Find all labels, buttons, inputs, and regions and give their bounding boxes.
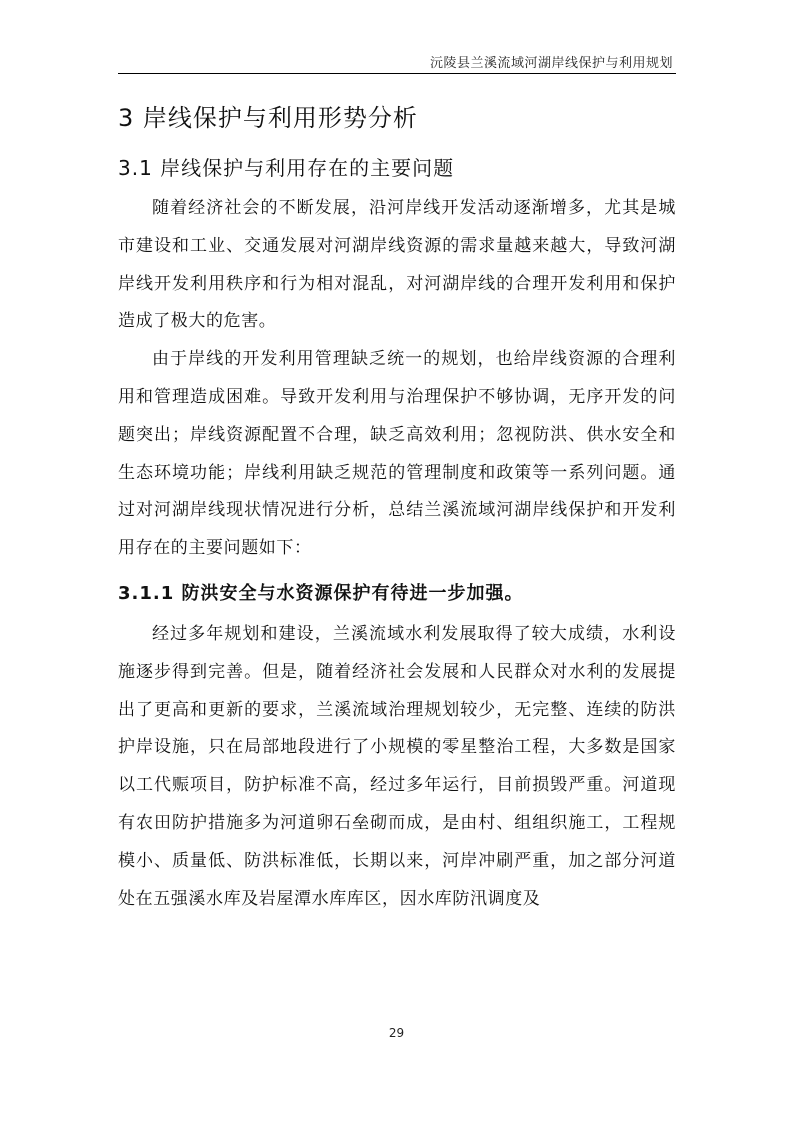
body-paragraph-3: 经过多年规划和建设，兰溪流域水利发展取得了较大成绩，水利设施逐步得到完善。但是，随着经济社会发展和人民群众对水利的发展提出了更高和更新的要求，兰溪流域治理规划较少，无完整、连续的防洪护岸设施，只在局部地段进行了小规模的零星整治工程，大多数是国家以工代赈项目，防护标准不高，经过多年运行，目前损毁严重。河道现有农田防护措施多为河道卵石垒砌而成，是由村、组组织施工，工程规模小、质量低、防洪标准低，长期以来，河岸冲刷严重，加之部分河道处在五强溪水库及岩屋潭水库库区，因水库防汛调度及 (118, 623, 676, 909)
chapter-title: 3 岸线保护与利用形势分析 (118, 104, 418, 132)
section-title: 3.1 岸线保护与利用存在的主要问题 (118, 156, 455, 180)
header-divider (118, 73, 676, 74)
subsection-title: 3.1.1 防洪安全与水资源保护有待进一步加强。 (118, 582, 524, 604)
body-paragraph-1: 随着经济社会的不断发展，沿河岸线开发活动逐渐增多，尤其是城市建设和工业、交通发展对河湖岸线资源的需求量越来越大，导致河湖岸线开发利用秩序和行为相对混乱，对河湖岸线的合理开发利用和保护造成了极大的危害。 (118, 198, 676, 332)
body-paragraph-2: 由于岸线的开发利用管理缺乏统一的规划，也给岸线资源的合理利用和管理造成困难。导致开发利用与治理保护不够协调，无序开发的问题突出；岸线资源配置不合理，缺乏高效利用；忽视防洪、供水安全和生态环境功能；岸线利用缺乏规范的管理制度和政策等一系列问题。通过对河湖岸线现状情况进行分析，总结兰溪流域河湖岸线保护和开发利用存在的主要问题如下： (118, 349, 676, 559)
running-header: 沅陵县兰溪流域河湖岸线保护与利用规划 (429, 56, 673, 71)
page-number: 29 (388, 1026, 405, 1040)
page-content (118, 96, 676, 918)
